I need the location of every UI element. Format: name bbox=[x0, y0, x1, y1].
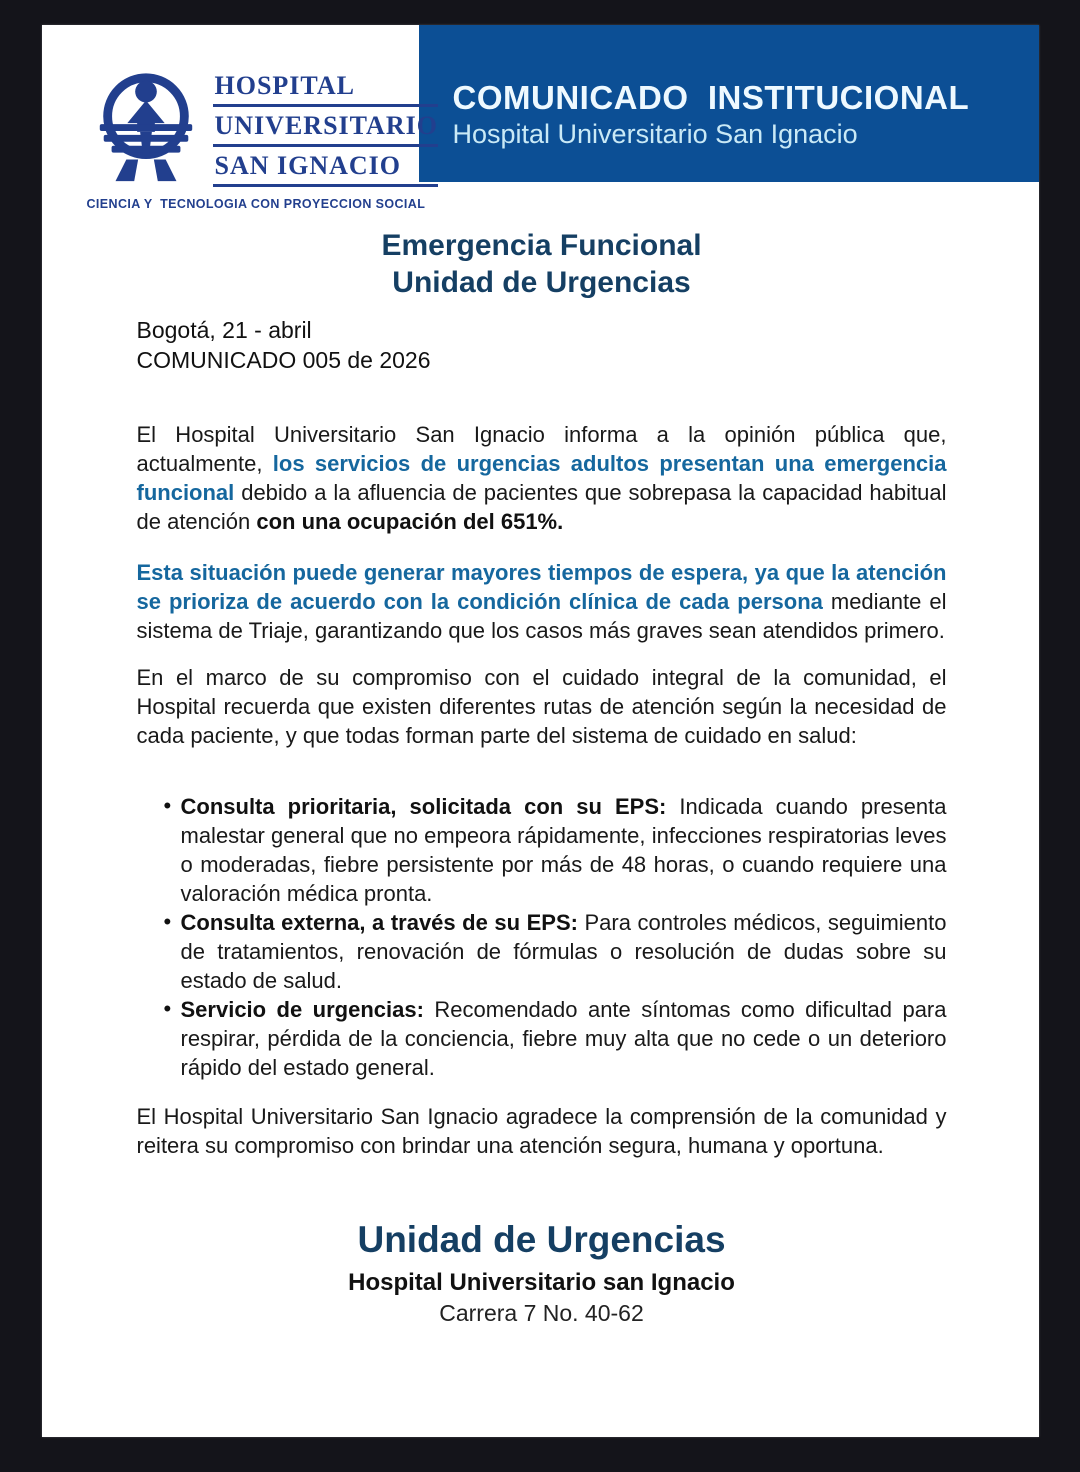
date-block bbox=[137, 315, 947, 375]
footer-subtitle: Hospital Universitario san Ignacio bbox=[348, 1269, 735, 1296]
list-item bbox=[164, 995, 947, 1082]
logo-word-universitario: UNIVERSITARIO bbox=[213, 107, 438, 147]
bullet-icon: • bbox=[163, 793, 172, 818]
list-item bbox=[164, 908, 947, 995]
date-line: Bogotá, 21 - abril bbox=[136, 317, 312, 343]
paragraph-care-routes: En el marco de su compromiso con el cuidado integral de la comunidad, el Hospital recuerda que existen diferentes rutas de atención según la necesidad de cada paciente, y que todas forman parte del sistema de cuidado en salud: bbox=[136, 665, 947, 748]
bullet-icon: • bbox=[163, 909, 172, 934]
paragraph-occupancy: El Hospital Universitario San Ignacio informa a la opinión pública que, actualmente, los servicios de urgencias adultos presentan una emergencia funcional debido a la afluencia de pacientes que sobrepasa la capacidad habitual de atención con una ocupación del 651%. bbox=[136, 422, 947, 534]
paragraph-wait-times: Esta situación puede generar mayores tiempos de espera, ya que la atención se prioriza de acuerdo con la condición clínica de cada persona mediante el sistema de Triaje, garantizando que los casos más graves sean atendidos primero. bbox=[136, 560, 947, 643]
header-banner bbox=[419, 25, 1039, 182]
document-content bbox=[42, 25, 1039, 1328]
list-item bbox=[164, 792, 947, 908]
closing-paragraph: El Hospital Universitario San Ignacio agradece la comprensión de la comunidad y reitera su compromiso con brindar una atención segura, humana y oportuna. bbox=[136, 1104, 947, 1158]
hospital-logo bbox=[86, 67, 438, 211]
list-item-text: Servicio de urgencias: Recomendado ante síntomas como dificultad para respirar, pérdida de la conciencia, fiebre muy alta que no cede o un deterioro rápido del estado general. bbox=[180, 997, 947, 1080]
document-page bbox=[42, 25, 1039, 1437]
list-item-text: Consulta prioritaria, solicitada con su EPS: Indicada cuando presenta malestar general que no empeora rápidamente, infecciones respiratorias leves o moderadas, fiebre persistente por más de 48 horas, o cuando requiere una valoración médica pronta. bbox=[180, 794, 947, 906]
logo-word-hospital: HOSPITAL bbox=[213, 67, 438, 107]
list-item-text: Consulta externa, a través de su EPS: Para controles médicos, seguimiento de tratamientos, renovación de fórmulas o resolución de dudas sobre su estado de salud. bbox=[180, 910, 947, 993]
banner-subtitle: Hospital Universitario San Ignacio bbox=[452, 119, 858, 149]
footer-address: Carrera 7 No. 40-62 bbox=[439, 1300, 644, 1326]
page-title bbox=[137, 227, 947, 301]
communique-number-line: COMUNICADO 005 de 2026 bbox=[136, 347, 431, 373]
logo-word-san-ignacio: SAN IGNACIO bbox=[213, 147, 438, 187]
footer-title: Unidad de Urgencias bbox=[357, 1219, 726, 1260]
page-title-line2: Unidad de Urgencias bbox=[392, 266, 691, 299]
hospital-figure-icon bbox=[87, 67, 205, 189]
footer-block bbox=[137, 1218, 947, 1328]
page-title-line1: Emergencia Funcional bbox=[381, 229, 702, 262]
logo-wordmark bbox=[213, 67, 438, 187]
care-options-list bbox=[164, 792, 947, 1082]
banner-title: COMUNICADO INSTITUCIONAL bbox=[452, 79, 970, 116]
bullet-icon: • bbox=[163, 996, 172, 1021]
logo-tagline: CIENCIA Y TECNOLOGIA CON PROYECCION SOCIAL bbox=[86, 197, 426, 211]
